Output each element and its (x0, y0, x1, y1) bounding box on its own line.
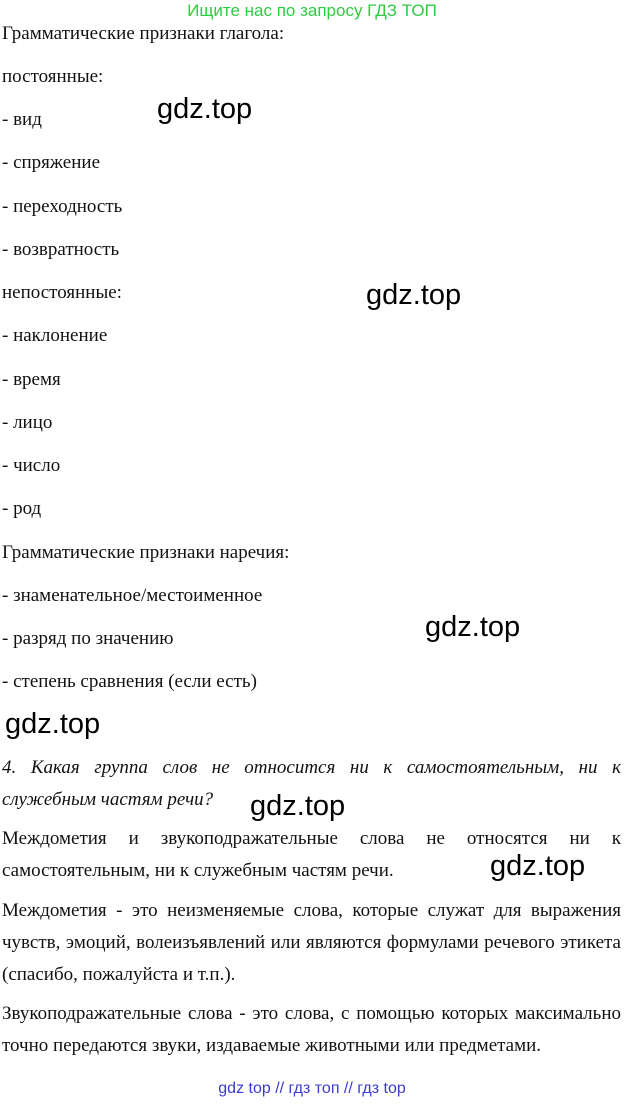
watermark: gdz.top (5, 708, 101, 740)
adverb-title: Грамматические признаки наречия: (2, 542, 290, 563)
watermark: gdz.top (490, 850, 586, 882)
list-item: - число (2, 455, 61, 476)
list-item: - переходность (2, 196, 123, 217)
list-item: - знаменательное/местоименное (2, 585, 263, 606)
list-item: - спряжение (2, 152, 100, 173)
verb-title: Грамматические признаки глагола: (2, 23, 285, 44)
list-item: - возвратность (2, 239, 120, 260)
list-item: - лицо (2, 412, 53, 433)
list-item: - вид (2, 109, 42, 130)
list-item: - наклонение (2, 325, 108, 346)
paragraph-2: Междометия - это неизменяемые слова, которые служат для выражения чувств, эмоций, волеизъявлений или являются формулами речевого этикета (спасибо, пожалуйста и т.п.). (2, 900, 621, 985)
question: 4. Какая группа слов не относится ни к самостоятельным, ни к служебным частям речи? (2, 757, 621, 810)
list-item: - род (2, 498, 42, 519)
constant-label: постоянные: (2, 66, 104, 87)
top-banner: Ищите нас по запросу ГДЗ ТОП (187, 1, 437, 20)
footer-links: gdz top // гдз топ // гдз top (218, 1080, 406, 1097)
paragraph-1: Междометия и звукоподражательные слова не относятся ни к самостоятельным, ни к служебным частям речи. (2, 828, 621, 881)
list-item: - время (2, 369, 61, 390)
list-item: - степень сравнения (если есть) (2, 671, 257, 692)
watermark: gdz.top (157, 93, 253, 125)
watermark: gdz.top (250, 790, 346, 822)
paragraph-3: Звукоподражательные слова - это слова, с помощью которых максимально точно передаются звуки, издаваемые животными или предметами. (2, 1003, 621, 1056)
list-item: - разряд по значению (2, 628, 174, 649)
watermark: gdz.top (425, 611, 521, 643)
watermark: gdz.top (366, 279, 462, 311)
variable-label: непостоянные: (2, 282, 122, 303)
